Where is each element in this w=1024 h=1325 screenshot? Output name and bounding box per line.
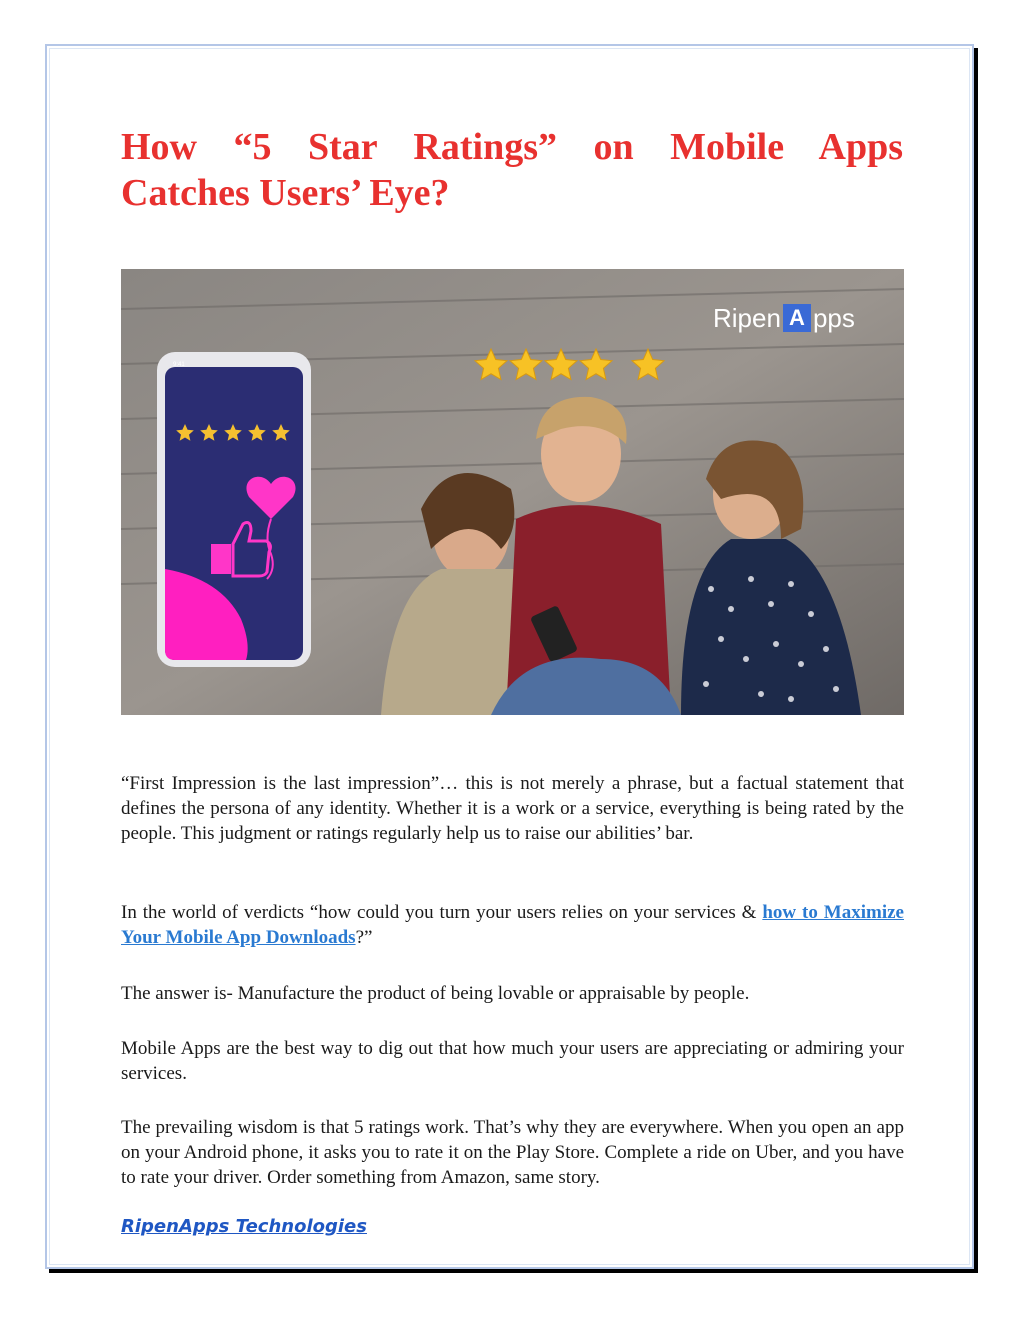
paragraph-2-text: In the world of verdicts “how could you turn your users relies on your services & <box>121 902 763 923</box>
hero-illustration <box>121 269 904 715</box>
page-title <box>121 124 903 216</box>
title-line-1: How “5 Star Ratings” on Mobile Apps <box>121 126 903 168</box>
maximize-downloads-link[interactable]: how to Maximize Your Mobile App Downloads <box>121 902 904 948</box>
logo-letter-icon: A <box>783 304 811 332</box>
footer-company: RipenApps Technologies <box>121 1216 367 1237</box>
logo-prefix: Ripen <box>713 302 781 333</box>
logo-suffix: pps <box>812 302 855 333</box>
phone-time: 9:41 <box>173 362 185 368</box>
paragraph-2 <box>121 900 904 950</box>
paragraph-3: The answer is- Manufacture the product of being lovable or appraisable by people. <box>121 983 750 1004</box>
paragraph-2-end: ?” <box>355 927 373 948</box>
paragraph-5: The prevailing wisdom is that 5 ratings work. That’s why they are everywhere. When you open an app on your Android phone, it asks you to rate it on the Play Store. Complete a ride on Uber, and you have to rate your driver. Order something from Amazon, same story. <box>121 1117 904 1188</box>
paragraph-4: Mobile Apps are the best way to dig out that how much your users are appreciating or admiring your services. <box>121 1038 904 1084</box>
ripenapps-logo <box>713 302 855 334</box>
hero-image <box>121 269 904 715</box>
paragraph-1: “First Impression is the last impression”… this is not merely a phrase, but a factual statement that defines the persona of any identity. Whether it is a work or a service, everything is being rated by the people. This judgment or ratings regularly help us to raise our abilities’ bar. <box>121 773 904 844</box>
phone-mockup <box>157 352 311 667</box>
title-line-2: Catches Users’ Eye? <box>121 172 450 214</box>
